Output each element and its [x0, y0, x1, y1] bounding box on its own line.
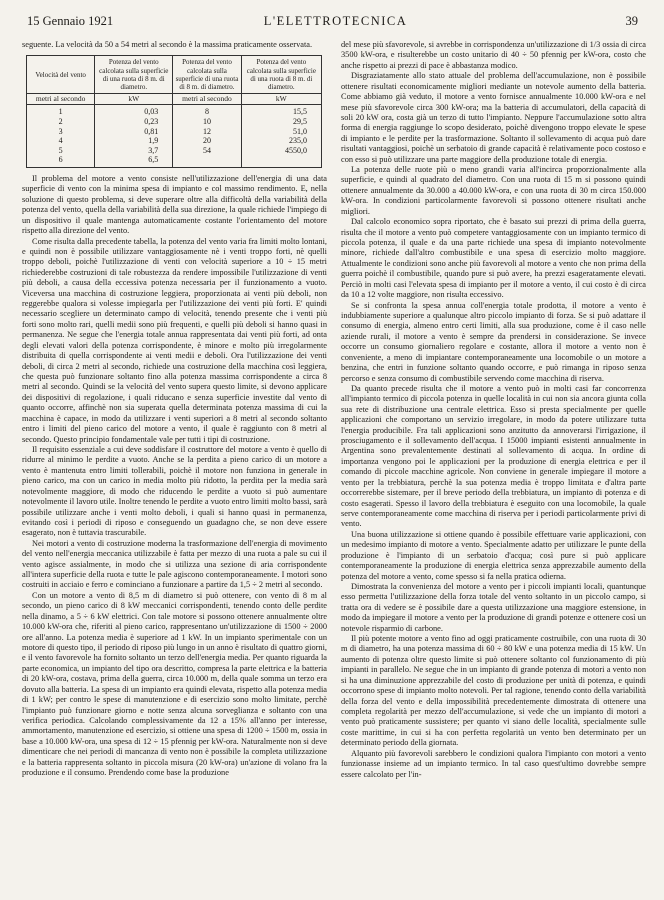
table-cell: 6 [27, 155, 95, 167]
table-header-row [27, 56, 322, 94]
body-paragraph: Come risulta dalla precedente tabella, la potenza del vento varia fra limiti molto lontani, e quindi non è possibile utilizzare vantaggiosamente nè i venti troppo forti, nè quelli troppo deboli, poichè l'utilizzazione di venti con velocità superiore a 10 ÷ 15 metri richiederebbe costruzioni di tale robustezza da rendere impossibile l'utilizzazione di venti più deboli, a causa della eccessiva potenza necessaria per il funzionamento a vuoto. Viceversa una macchina di costruzione leggiera, proporzionata ai venti più deboli, non reggerebbe qualora si volesse impiegarla per l'utilizzazione dei venti più forti. E' quindi necessario scegliere un determinato campo di velocità, tenendo presente che i venti più forti sono molto rari, quelli medii sono più frequenti, e quelli più deboli si hanno quasi in permanenza. Ne segue che l'energia totale annua rappresentata dai venti più forti, ad onta degli elevati valori della potenza corrispondente, è minore e molto più irregolarmente distribuita di quella corrispondente ai venti medii e deboli. Ora l'utilizzazione dei venti deboli, di circa 2 metri al secondo, richiede una costruzione della macchina così leggiera, che questa può funzionare soltanto fino alla potenza massima corrispondente a circa 8 metri al secondo. Quindi se la velocità del vento supera questo limite, si devono applicare dei dispositivi di regolazione, i quali riducano e senza superficie investite dal vento di quanto occorre, affinchè non sia superata quella determinata potenza massima di cui la macchina è capace, in modo da utilizzare i venti superiori a 8 metri al secondo soltanto entro i limiti del pieno carico del motore a vento, il quale è raggiunto con 8 metri al secondo. Questo principio fondamentale vale per tutti i tipi di costruzione. [22, 236, 327, 444]
table-cell: 6,5 [95, 155, 173, 167]
table-header-power-2: Potenza del vento calcolata sulla superficie di una ruota di 8 m. di diametro. [241, 56, 321, 94]
body-paragraph: Se si confronta la spesa annua coll'energia totale prodotta, il motore a vento è indubbiamente superiore a qualunque altro piccolo impianto di forza. Se si può adattare il consumo di energia, almeno entro certi limiti, alla sua produzione, come è il caso nelle aziende rurali, il motore a vento è sempre da prendersi in considerazione. Se invece occorre un consumo giornaliero regolare e costante, allora il motore a vento non è conveniente, a meno di impiantare contemporaneamente una locomobile o un motore a benzina, che entri in funzione soltanto quando occorre, e può rimanga in riposo senza percorso e senza consumo di combustibile servendo come macchina di riserva. [341, 300, 646, 383]
body-paragraph: del mese più sfavorevole, si avrebbe in corrispondenza un'utilizzazione di 1/3 ossia di circa 3500 kW-ora, e risulterebbe un costo unitario di 40 ÷ 50 pfennig per kW-ora, costo che anche rispetto ai prezzi di pace è abbastanza modico. [341, 40, 646, 70]
table-cell: 5 [27, 146, 95, 156]
table-cell: 15,5 [241, 105, 321, 117]
wind-power-table [26, 55, 322, 168]
body-paragraph: Alquanto più favorevoli sarebbero le condizioni qualora l'impianto con motori a vento funzionasse insieme ad un impianto termico. In tal caso quest'ultimo dovrebbe sempre essere calcolato per l'in- [341, 748, 646, 779]
unit-power-2: kW [241, 94, 321, 105]
table-cell: 8 [173, 105, 242, 117]
table-cell: 4 [27, 136, 95, 146]
table-cell: 1 [27, 105, 95, 117]
body-paragraph: Dimostrata la convenienza del motore a vento per i piccoli impianti locali, quantunque esso permetta l'utilizzazione della forza totale del vento soltanto in un piccolo campo, si tratta ora di vedere se è possibile dare a questa utilizzazione una maggiore estensione, in modo da impiegare il motore a vento per la produzione di grandi potenze e ottenere così un notevole risparmio di carbone. [341, 581, 646, 633]
body-paragraph: Disgraziatamente allo stato attuale del problema dell'accumulazione, non è possibile ottenere risultati economicamente migliori mediante un notevole aumento della batteria. Come abbiamo già veduto, il motore a vento fornisce annualmente 10.000 kW-ora e nel mese più sfavorevole circa 300 kW-ora; ma la batteria di accumulatori, della capacità di soli 20 kW ora, costa già un terzo di tutto l'impianto. Neppure l'accumulazione sotto altra forma di energia raggiunge lo scopo desiderato, poichè divengono troppo elevate le spese di impianto e le perdite per la trasformazione. Soltanto il sollevamento di acqua può dare risultati vantaggiosi, poichè un serbatoio di grande capacità è relativamente poco costoso e con esso si può utilizzare una parte maggiore della produzione totale di energia. [341, 71, 646, 164]
intro-paragraph: seguente. La velocità da 50 a 54 metri al secondo è la massima praticamente osservata. [22, 40, 313, 49]
table-cell: 12 [173, 127, 242, 137]
table-cell: 0,03 [95, 105, 173, 117]
body-paragraph: Da quanto precede risulta che il motore a vento può in molti casi far concorrenza all'impianto termico di piccola potenza in quelle località in cui non sia ancora giunta colla sua rete di distribuzione una centrale elettrica. Esso si presta specialmente per quelle applicazioni che comportano un servizio irregolare, in modo da potere utilizzare tutta l'energia producibile. Fra tali applicazioni sono anzitutto da annoverarsi l'irrigazione, il prosciugamento e il sollevamento dell'acqua. I 15000 impianti esistenti annualmente in Argentina sono prevalentemente destinati al sollevamento di acqua. In ordine di importanza vengono poi le applicazioni per la produzione di energia elettrica e per il comando di piccole macchine agricole. Non conviene in generale impiegare il motore a vento per la trebbiatura, perchè la sua potenza media è troppo limitata e d'altra parte occorrerebbe sistemare, per il breve periodo della trebbiatura, un impianto di potenza e di costo esagerati. Spesso il lavoro della trebbiatura è eseguito con una locomobile, la quale serve contemporaneamente come macchina di riserva per i periodi particolarmente privi di vento. [341, 383, 646, 529]
table-cell: 10 [173, 117, 242, 127]
body-paragraph: Il più potente motore a vento fino ad oggi praticamente costruibile, con una ruota di 30 m di diametro, ha una potenza massima di 60 ÷ 80 kW e una potenza media di 15 kW. Un aumento di potenza oltre questo limite si può ottenere soltanto col funzionamento di più impianti in parallelo. Ne segue che in un impianto di grande potenza di motori a vento non si ha una diminuzione apprezzabile del costo di produzione per unità di potenza, e quindi occorrono spese di impianto molto notevoli. Per tal ragione, tenendo conto della variabilità della forza del vento e della impossibilità precedentemente dimostrata di ottenere una completa regolarità per mezzo dell'accumulazione, si vede che un impianto di motori a vento può praticamente sussistere; per quanto vi siano delle località, specialmente sulle coste marittime, in cui si ha con perfetta regolarità un vento ben determinato per un determinato periodo della giornata. [341, 634, 646, 748]
table-header-power-1: Potenza del vento calcolata sulla superficie di una ruota di 8 m. di diametro. [95, 56, 173, 94]
table-header-velocity: Velocità del vento [27, 56, 95, 94]
table-cell: 51,0 [241, 127, 321, 137]
table-cell: 235,0 [241, 136, 321, 146]
table-row [27, 127, 322, 137]
table-cell: 3,7 [95, 146, 173, 156]
table-row [27, 136, 322, 146]
table-cell: 54 [173, 146, 242, 156]
unit-velocity-2: metri al secondo [173, 94, 242, 105]
table-cell: 20 [173, 136, 242, 146]
table-cell: 4550,0 [241, 146, 321, 156]
table-cell: 1,9 [95, 136, 173, 146]
table-cell [173, 155, 242, 167]
table-cell: 3 [27, 127, 95, 137]
body-paragraph: Nei motori a vento di costruzione moderna la trasformazione dell'energia di movimento del vento nell'energia meccanica utilizzabile è fatta per mezzo di una ruota a pale su cui il vento agisce assialmente, in modo che si utilizza una sezione di aria corrispondente all'intera superficie della ruota e tutte le pale agiscono contemporaneamente. I motori sono costruiti in acciaio e ferro e cominciano a funzionare a partire da 1,5 ÷ 2 metri al secondo. [22, 538, 327, 590]
body-paragraph: Il requisito essenziale a cui deve soddisfare il costruttore del motore a vento è quello di ridurre al minimo le perdite a vuoto. Anche se la perdita a pieno carico di un motore a vento è mantenuta entro limiti tollerabili, poichè il motore non funziona in generale in pieno carico, ma con un carico in media molto più ridotto, la perdita per la media sarà notevolmente maggiore, di modo che riducendo le perdite a vuoto si può aumentare notevolmente il lavoro utile. Inoltre tenendo le perdite a vuoto entro limiti molto bassi, sarà possibile utilizzare anche i venti molto deboli, i quali si hanno quasi in permanenza, evitando così i periodi di riposo e conseguendo un guadagno che, se non deve essere esagerato, non è tuttavia trascurabile. [22, 444, 327, 538]
left-column [22, 40, 327, 778]
table-cell [241, 155, 321, 167]
body-paragraph: Il problema del motore a vento consiste nell'utilizzazione dell'energia di una data superficie di vento con la minima spesa di impianto e col massimo rendimento. E, nella soluzione di questo problema, si deve superare oltre alla difficoltà della variabilità della potenza del vento, quella della variabilità della sua direzione, la quale richiede l'impiego di un dispositivo il quale mantenga automaticamente costante l'orientamento del motore rispetto alla direzione del vento. [22, 174, 327, 236]
journal-title: L'ELETTROTECNICA [263, 14, 408, 28]
table-row [27, 155, 322, 167]
table-cell: 29,5 [241, 117, 321, 127]
unit-velocity: metri al secondo [27, 94, 95, 105]
right-column [341, 40, 646, 780]
table-cell: 2 [27, 117, 95, 127]
table-row [27, 117, 322, 127]
body-paragraph: La potenza delle ruote più o meno grandi varia all'incirca proporzionalmente alla superficie, e quindi al quadrato del diametro. Con una ruota di 15 m si possono quindi ottenere annualmente da 30.000 a 40.000 kW-ora, e con una ruota di 30 m circa 150.000 kW-ora. In condizioni particolarmente favorevoli si possono ottenere risultati anche migliori. [341, 165, 646, 216]
table-header-velocity-2: Potenza del vento calcolata sulla superficie di una ruota di 8 m. di diametro. [173, 56, 242, 94]
page-header [27, 14, 644, 30]
table-units-row [27, 94, 322, 105]
table-cell: 0,81 [95, 127, 173, 137]
body-paragraph: Una buona utilizzazione si ottiene quando è possibile effettuare varie applicazioni, con un medesimo impianto di motore a vento. Specialmente adatto per utilizzare le punte della produzione è l'impianto di un serbatoio d'acqua; così pure si può applicare contemporaneamente la produzione di energia elettrica senza apprezzabile aumento della potenza del motore a vento, come spesso si fa nella pratica odierna. [341, 529, 646, 581]
body-paragraph: Con un motore a vento di 8,5 m di diametro si può ottenere, con vento di 8 m al secondo, un pieno carico di 8 kW meccanici corrispondenti, tenendo conto delle perdite nella dinamo, a 5 ÷ 6 kW elettrici. Con tale motore si possono ottenere annualmente oltre 10.000 kW-ora che, riferiti al pieno carico, rappresentano un'utilizzazione di 1500 ÷ 2000 ore all'anno. La potenza media è superiore ad 1 kW. In un impianto sperimentale con un motore di questo tipo, il periodo di riposo più lungo in un anno è risultato di quattro giorni, e il vento favorevole ha fornito soltanto un terzo dell'energia media. Per quanto riguarda la parte economica, un impianto del tipo ora descritto, compresa la parte elettrica e la batteria di 20 kW-ora, costava, prima della guerra, circa 10.000 m, della quale somma un terzo era dovuto alla batteria. La spesa di un impianto era quindi elevata, rispetto alla potenza media di 1 kW; per contro le spese di manutenzione e di esercizio sono molto limitate, perchè l'impianto può funzionare giorno e notte senza alcuna sorveglianza e soltanto con una verifica periodica. Calcolando complessivamente da 12 a 15% all'anno per interesse, ammortamento, manutenzione ed esercizio, si ottiene una spesa di 1200 ÷ 1500 m, ossia in base a 10.000 kW-ora, una spesa di 12 ÷ 15 pfennig per kW-ora. Naturalmente non si deve dimenticare che nei periodi di mancanza di vento non è possibile la completa utilizzazione e la batteria rappresenta soltanto in piccola misura (20 kW-ora) un'azione di volano fra la produzione e il consumo. Prendendo come base la produzione [22, 590, 327, 778]
page-number: 39 [625, 14, 638, 28]
table-cell: 0,23 [95, 117, 173, 127]
unit-power-1: kW [95, 94, 173, 105]
table-row [27, 146, 322, 156]
body-paragraph: Dal calcolo economico sopra riportato, che è basato sui prezzi di prima della guerra, risulta che il motore a vento può competere vantaggiosamente con un impianto termico di piccola potenza, il quale e da una parte richiede una spesa di impianto notevolmente minore, richiede dall'altro combustibile e una spesa di esercizio molto maggiore. Attualmente le condizioni sono anche più favorevoli al motore a vento che non prima della guerra poichè il combustibile, quando pure si può avere, ha prezzi esageratamente elevati. Perciò in molti casi l'elevata spesa di impianto per il motore a vento, il cui costo è di circa da 10 a 12 volte maggiore, non risulta eccessivo. [341, 217, 646, 300]
issue-date: 15 Gennaio 1921 [27, 14, 114, 28]
table-row [27, 105, 322, 117]
